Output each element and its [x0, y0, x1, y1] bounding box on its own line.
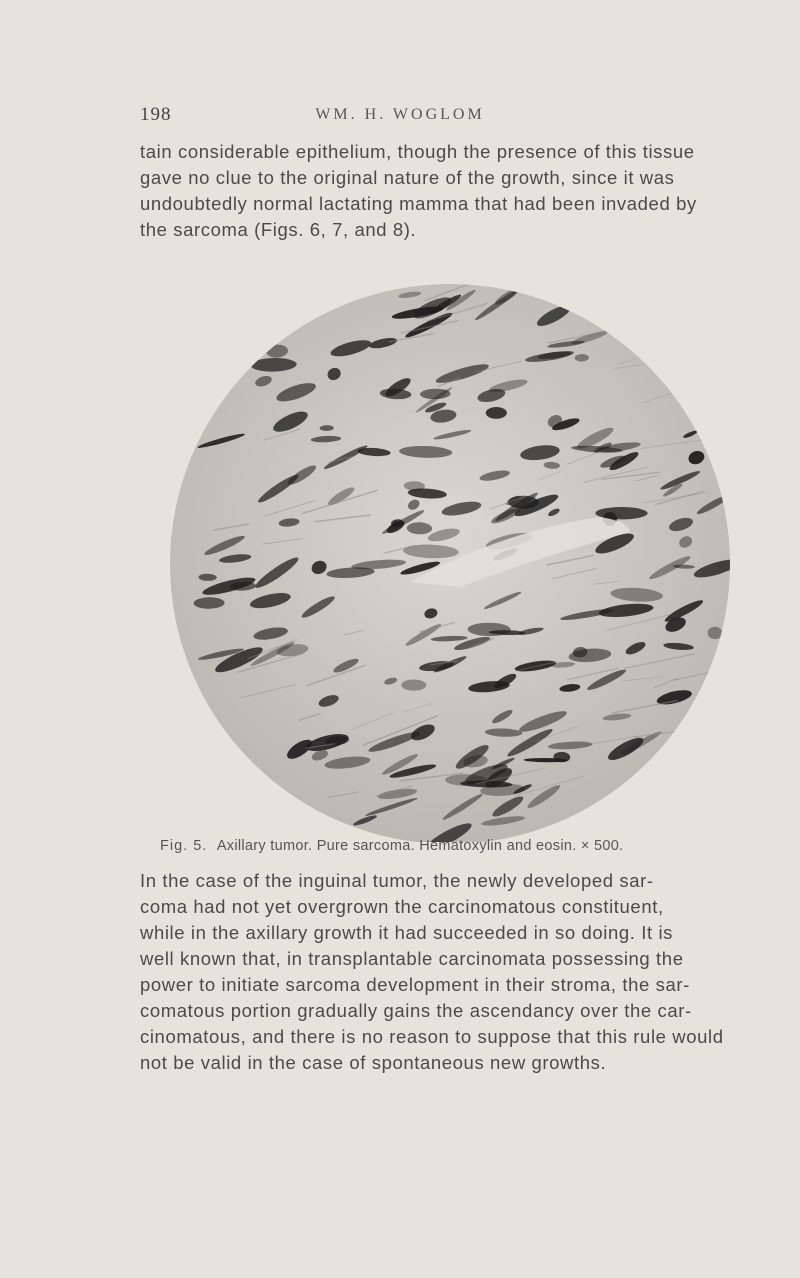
- running-head: [0, 104, 800, 128]
- text-line: the sarcoma (Figs. 6, 7, and 8).: [140, 219, 417, 240]
- text-line: power to initiate sarcoma development in their stroma, the sar-: [140, 974, 690, 995]
- micrograph-figure: [160, 282, 740, 842]
- paragraph-2: [140, 868, 724, 1076]
- figure-label: Fig. 5.: [160, 838, 208, 854]
- paragraph-1: [140, 139, 697, 243]
- text-line: gave no clue to the original nature of the growth, since it was: [140, 167, 675, 188]
- text-line: cinomatous, and there is no reason to suppose that this rule would: [140, 1026, 724, 1047]
- text-line: In the case of the inguinal tumor, the newly developed sar-: [140, 870, 654, 891]
- text-line: tain considerable epithelium, though the presence of this tissue: [140, 141, 695, 162]
- text-line: well known that, in transplantable carcinomata possessing the: [140, 948, 684, 969]
- text-line: comatous portion gradually gains the ascendancy over the car-: [140, 1000, 692, 1021]
- text-line: while in the axillary growth it had succeeded in so doing. It is: [140, 922, 674, 943]
- cell-nucleus: [401, 679, 426, 690]
- page-number: 198: [140, 104, 172, 125]
- micrograph-image: [160, 282, 740, 842]
- text-line: coma had not yet overgrown the carcinomatous constituent,: [140, 896, 664, 917]
- running-title: WM. H. WOGLOM: [315, 106, 485, 123]
- text-line: undoubtedly normal lactating mamma that had been invaded by: [140, 193, 697, 214]
- text-line: not be valid in the case of spontaneous new growths.: [140, 1052, 607, 1073]
- figure-caption: [160, 838, 760, 854]
- figure-caption-text: Axillary tumor. Pure sarcoma. Hematoxylin and eosin. × 500.: [216, 838, 624, 854]
- cell-nucleus: [486, 407, 507, 419]
